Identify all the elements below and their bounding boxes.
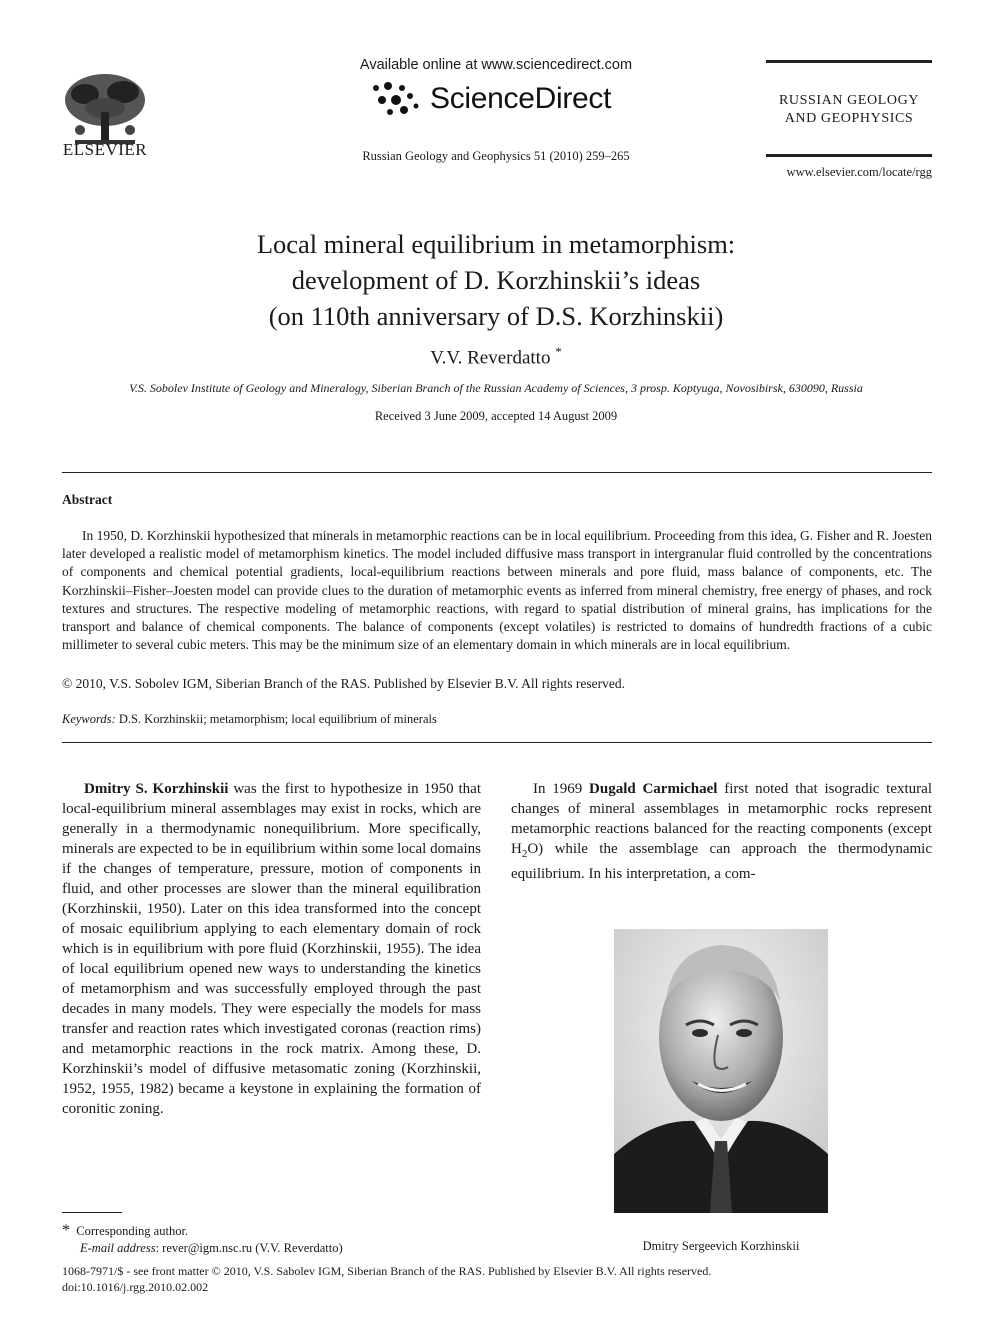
- email-address-link[interactable]: : rever@igm.nsc.ru (V.V. Reverdatto): [155, 1241, 343, 1255]
- body-right-column: [511, 779, 932, 884]
- journal-citation: Russian Geology and Geophysics 51 (2010) 259–265: [362, 149, 630, 163]
- right-paragraph-text-b: O) while the assemblage can approach the thermodynamic equilibrium. In his interpretation, a com-: [511, 841, 932, 882]
- author-line: [120, 344, 872, 369]
- left-paragraph-text: was the first to hypothesize in 1950 that local-equilibrium mineral assemblages may exist in rocks, which are generally in a thermodynamic nonequilibrium. More specifically, minerals are expected to be in equilibrium within some local domains if the changes of temperature, pressure, motion of components in fluid, and other processes are slower than the mineral equilibration (Korzhinskii, 1950). Later on this idea transformed into the concept of mosaic equilibrium applying to each elementary domain of rock which is in equilibrium with pore fluid (Korzhinskii, 1955). The idea of local equilibrium opened new ways to understanding the kinetics of metamorphism and was successfully employed through the past decades in many models. They were especially the models for mass transfer and reaction rates which investigated coronas (reaction rims) and metamorphic reactions in the rock matrix. Among these, D. Korzhinskii’s model of diffusive metasomatic zoning (Korzhinskii, 1952, 1955, 1982) became a keystone in explaining the formation of coronitic zoning.: [62, 781, 481, 1117]
- title-line3: (on 110th anniversary of D.S. Korzhinskii): [268, 301, 724, 331]
- abstract-heading: Abstract: [62, 492, 113, 507]
- abstract-top-rule: [62, 472, 932, 473]
- front-matter-block: [62, 1263, 711, 1295]
- body-left-column: [62, 779, 481, 1119]
- corresponding-author-footnote: [62, 1222, 343, 1257]
- publisher-wordmark: ELSEVIER: [62, 140, 148, 159]
- sciencedirect-dots-icon: [370, 80, 424, 120]
- photo-caption: Dmitry Sergeevich Korzhinskii: [642, 1239, 800, 1253]
- author-footnote-mark[interactable]: *: [555, 344, 562, 359]
- journal-title: [766, 92, 932, 128]
- email-line: [62, 1240, 343, 1257]
- corresponding-line: [62, 1222, 343, 1240]
- keywords-line: [62, 712, 932, 727]
- abstract-bottom-rule: [62, 742, 932, 743]
- footnote-mark: *: [62, 1222, 70, 1239]
- front-matter-line: 1068-7971/$ - see front matter © 2010, V.S. Sabolev IGM, Siberian Branch of the RAS. Published by Elsevier B.V. All rights reserved.: [62, 1264, 712, 1278]
- body-paragraph: [62, 779, 481, 1119]
- sciencedirect-wordmark: ScienceDirect: [430, 82, 612, 115]
- keywords-list: D.S. Korzhinskii; metamorphism; local equilibrium of minerals: [118, 712, 437, 726]
- person-name-carmichael: Dugald Carmichael: [589, 781, 718, 797]
- journal-bottom-rule: [766, 154, 932, 157]
- right-paragraph-text-a: first noted that isogradic textural changes of mineral assemblages in metamorphic rocks represent metamorphic reactions balanced for the reacting components (except H: [511, 781, 932, 857]
- footnote-rule: [62, 1212, 122, 1213]
- journal-title-line1: RUSSIAN GEOLOGY: [778, 93, 920, 108]
- doi-link[interactable]: doi:10.1016/j.rgg.2010.02.002: [62, 1280, 209, 1294]
- keywords-label: Keywords:: [62, 712, 116, 726]
- email-label: E-mail address: [80, 1241, 156, 1255]
- available-online-text[interactable]: Available online at www.sciencedirect.com: [359, 57, 633, 73]
- title-line1: Local mineral equilibrium in metamorphism:: [256, 229, 736, 259]
- title-line2: development of D. Korzhinskii’s ideas: [291, 265, 701, 295]
- abstract-text: In 1950, D. Korzhinskii hypothesized that minerals in metamorphic reactions can be in local equilibrium. Proceeding from this idea, G. Fisher and R. Joesten later developed a realistic model of metamorphism kinetics. The model included diffusive mass transport in intergranular fluid controlled by the concentrations of components and chemical potential gradients, local-equilibrium reactions between minerals and pore fluid, mass balance of components, etc. The Korzhinskii–Fisher–Joesten model can provide clues to the duration of metamorphic events as inferred from mineral chemistry, free energy of phases, and rock textures and structures. The respective modeling of metamorphic reactions, with regard to spatial distribution of mineral grains, has implications for the transport and balance of chemical components. The balance of components (except volatiles) is restricted to domains of hundredth fractions of a cubic millimeter to several cubic meters. This may be the minimum size of an elementary domain in which minerals are in local equilibrium.: [62, 528, 932, 653]
- body-paragraph: [511, 779, 932, 884]
- journal-url-link[interactable]: www.elsevier.com/locate/rgg: [786, 165, 932, 179]
- portrait-photo: [614, 929, 828, 1213]
- subscript-two: 2: [521, 848, 528, 860]
- journal-top-rule: [766, 60, 932, 63]
- person-name-korzhinskii: Dmitry S. Korzhinskii: [84, 781, 229, 797]
- paper-title: [120, 226, 872, 334]
- received-dates: Received 3 June 2009, accepted 14 August 2009: [374, 409, 618, 423]
- journal-title-line2: AND GEOPHYSICS: [784, 111, 914, 126]
- corresponding-label: Corresponding author.: [76, 1224, 189, 1238]
- right-paragraph-lead: In 1969: [533, 781, 590, 797]
- author-name: V.V. Reverdatto: [430, 347, 551, 369]
- abstract-copyright: © 2010, V.S. Sobolev IGM, Siberian Branch of the RAS. Published by Elsevier B.V. All rights reserved.: [62, 676, 625, 691]
- author-affiliation: V.S. Sobolev Institute of Geology and Mineralogy, Siberian Branch of the Russian Academy of Sciences, 3 prosp. Koptyuga, Novosibirsk, 630090, Russia: [129, 381, 863, 395]
